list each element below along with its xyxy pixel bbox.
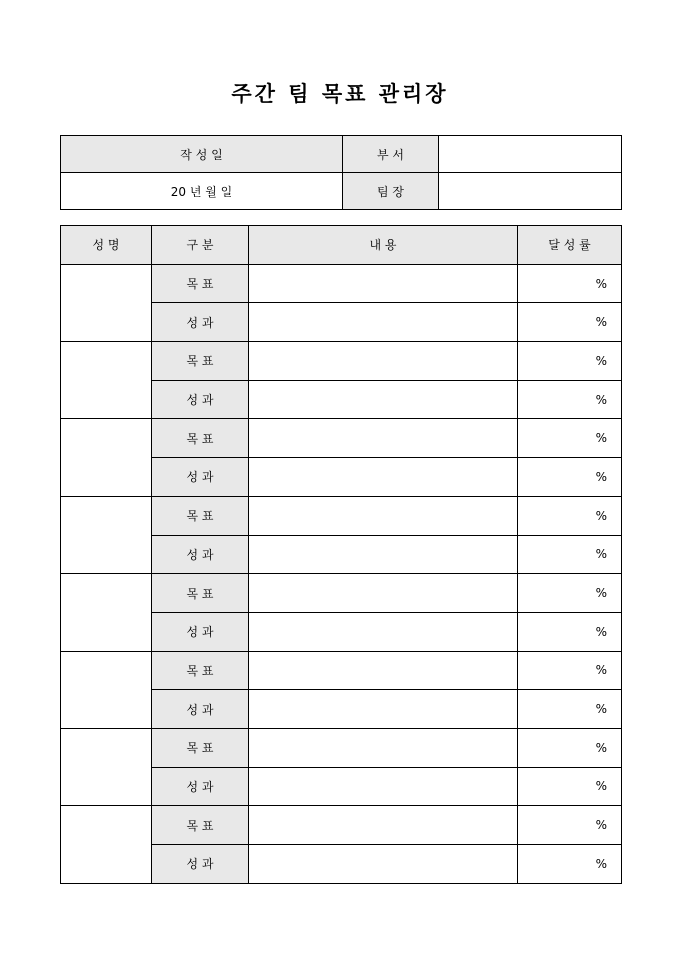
result-rate-cell[interactable]: % [518,612,622,651]
result-rate-cell[interactable]: % [518,767,622,806]
goal-content-cell[interactable] [249,574,518,613]
goal-rate-cell[interactable]: % [518,806,622,845]
goal-label: 목 표 [152,728,249,767]
goal-content-cell[interactable] [249,806,518,845]
result-rate-cell[interactable]: % [518,303,622,342]
goals-table [60,225,622,884]
goal-label: 목 표 [152,496,249,535]
table-row [61,496,622,535]
goal-label: 목 표 [152,574,249,613]
goal-rate-cell[interactable]: % [518,574,622,613]
goal-content-cell[interactable] [249,264,518,303]
result-label: 성 과 [152,458,249,497]
member-name-cell[interactable] [61,728,152,805]
result-content-cell[interactable] [249,458,518,497]
goal-content-cell[interactable] [249,419,518,458]
result-label: 성 과 [152,845,249,884]
leader-label: 팀 장 [343,173,439,210]
table-row [61,806,622,845]
col-header-content: 내 용 [249,226,518,265]
goal-label: 목 표 [152,806,249,845]
goal-rate-cell[interactable]: % [518,651,622,690]
goal-rate-cell[interactable]: % [518,264,622,303]
date-label: 작 성 일 [61,136,343,173]
date-field[interactable]: 20 년 월 일 [61,173,343,210]
table-row [61,651,622,690]
member-name-cell[interactable] [61,264,152,341]
goal-rate-cell[interactable]: % [518,419,622,458]
member-name-cell[interactable] [61,574,152,651]
goal-rate-cell[interactable]: % [518,728,622,767]
col-header-name: 성 명 [61,226,152,265]
member-name-cell[interactable] [61,342,152,419]
header-info-table [60,135,622,210]
result-content-cell[interactable] [249,612,518,651]
goal-rate-cell[interactable]: % [518,496,622,535]
member-name-cell[interactable] [61,419,152,496]
dept-label: 부 서 [343,136,439,173]
table-row [61,574,622,613]
member-name-cell[interactable] [61,806,152,883]
result-content-cell[interactable] [249,303,518,342]
result-rate-cell[interactable]: % [518,845,622,884]
col-header-category: 구 분 [152,226,249,265]
goal-label: 목 표 [152,651,249,690]
result-rate-cell[interactable]: % [518,535,622,574]
result-label: 성 과 [152,535,249,574]
goal-label: 목 표 [152,419,249,458]
col-header-rate: 달 성 률 [518,226,622,265]
member-name-cell[interactable] [61,651,152,728]
goal-label: 목 표 [152,264,249,303]
page-title: 주간 팀 목표 관리장 [231,81,449,106]
table-row [61,728,622,767]
leader-field[interactable] [439,173,622,210]
goal-content-cell[interactable] [249,342,518,381]
result-rate-cell[interactable]: % [518,690,622,729]
goal-content-cell[interactable] [249,496,518,535]
result-label: 성 과 [152,612,249,651]
table-row [61,419,622,458]
goal-content-cell[interactable] [249,728,518,767]
result-label: 성 과 [152,767,249,806]
result-content-cell[interactable] [249,380,518,419]
member-name-cell[interactable] [61,496,152,573]
result-rate-cell[interactable]: % [518,380,622,419]
table-row [61,342,622,381]
result-label: 성 과 [152,380,249,419]
goal-content-cell[interactable] [249,651,518,690]
result-label: 성 과 [152,690,249,729]
result-rate-cell[interactable]: % [518,458,622,497]
result-content-cell[interactable] [249,845,518,884]
goal-label: 목 표 [152,342,249,381]
result-content-cell[interactable] [249,690,518,729]
result-content-cell[interactable] [249,535,518,574]
dept-field[interactable] [439,136,622,173]
result-label: 성 과 [152,303,249,342]
result-content-cell[interactable] [249,767,518,806]
goal-rate-cell[interactable]: % [518,342,622,381]
table-row [61,264,622,303]
